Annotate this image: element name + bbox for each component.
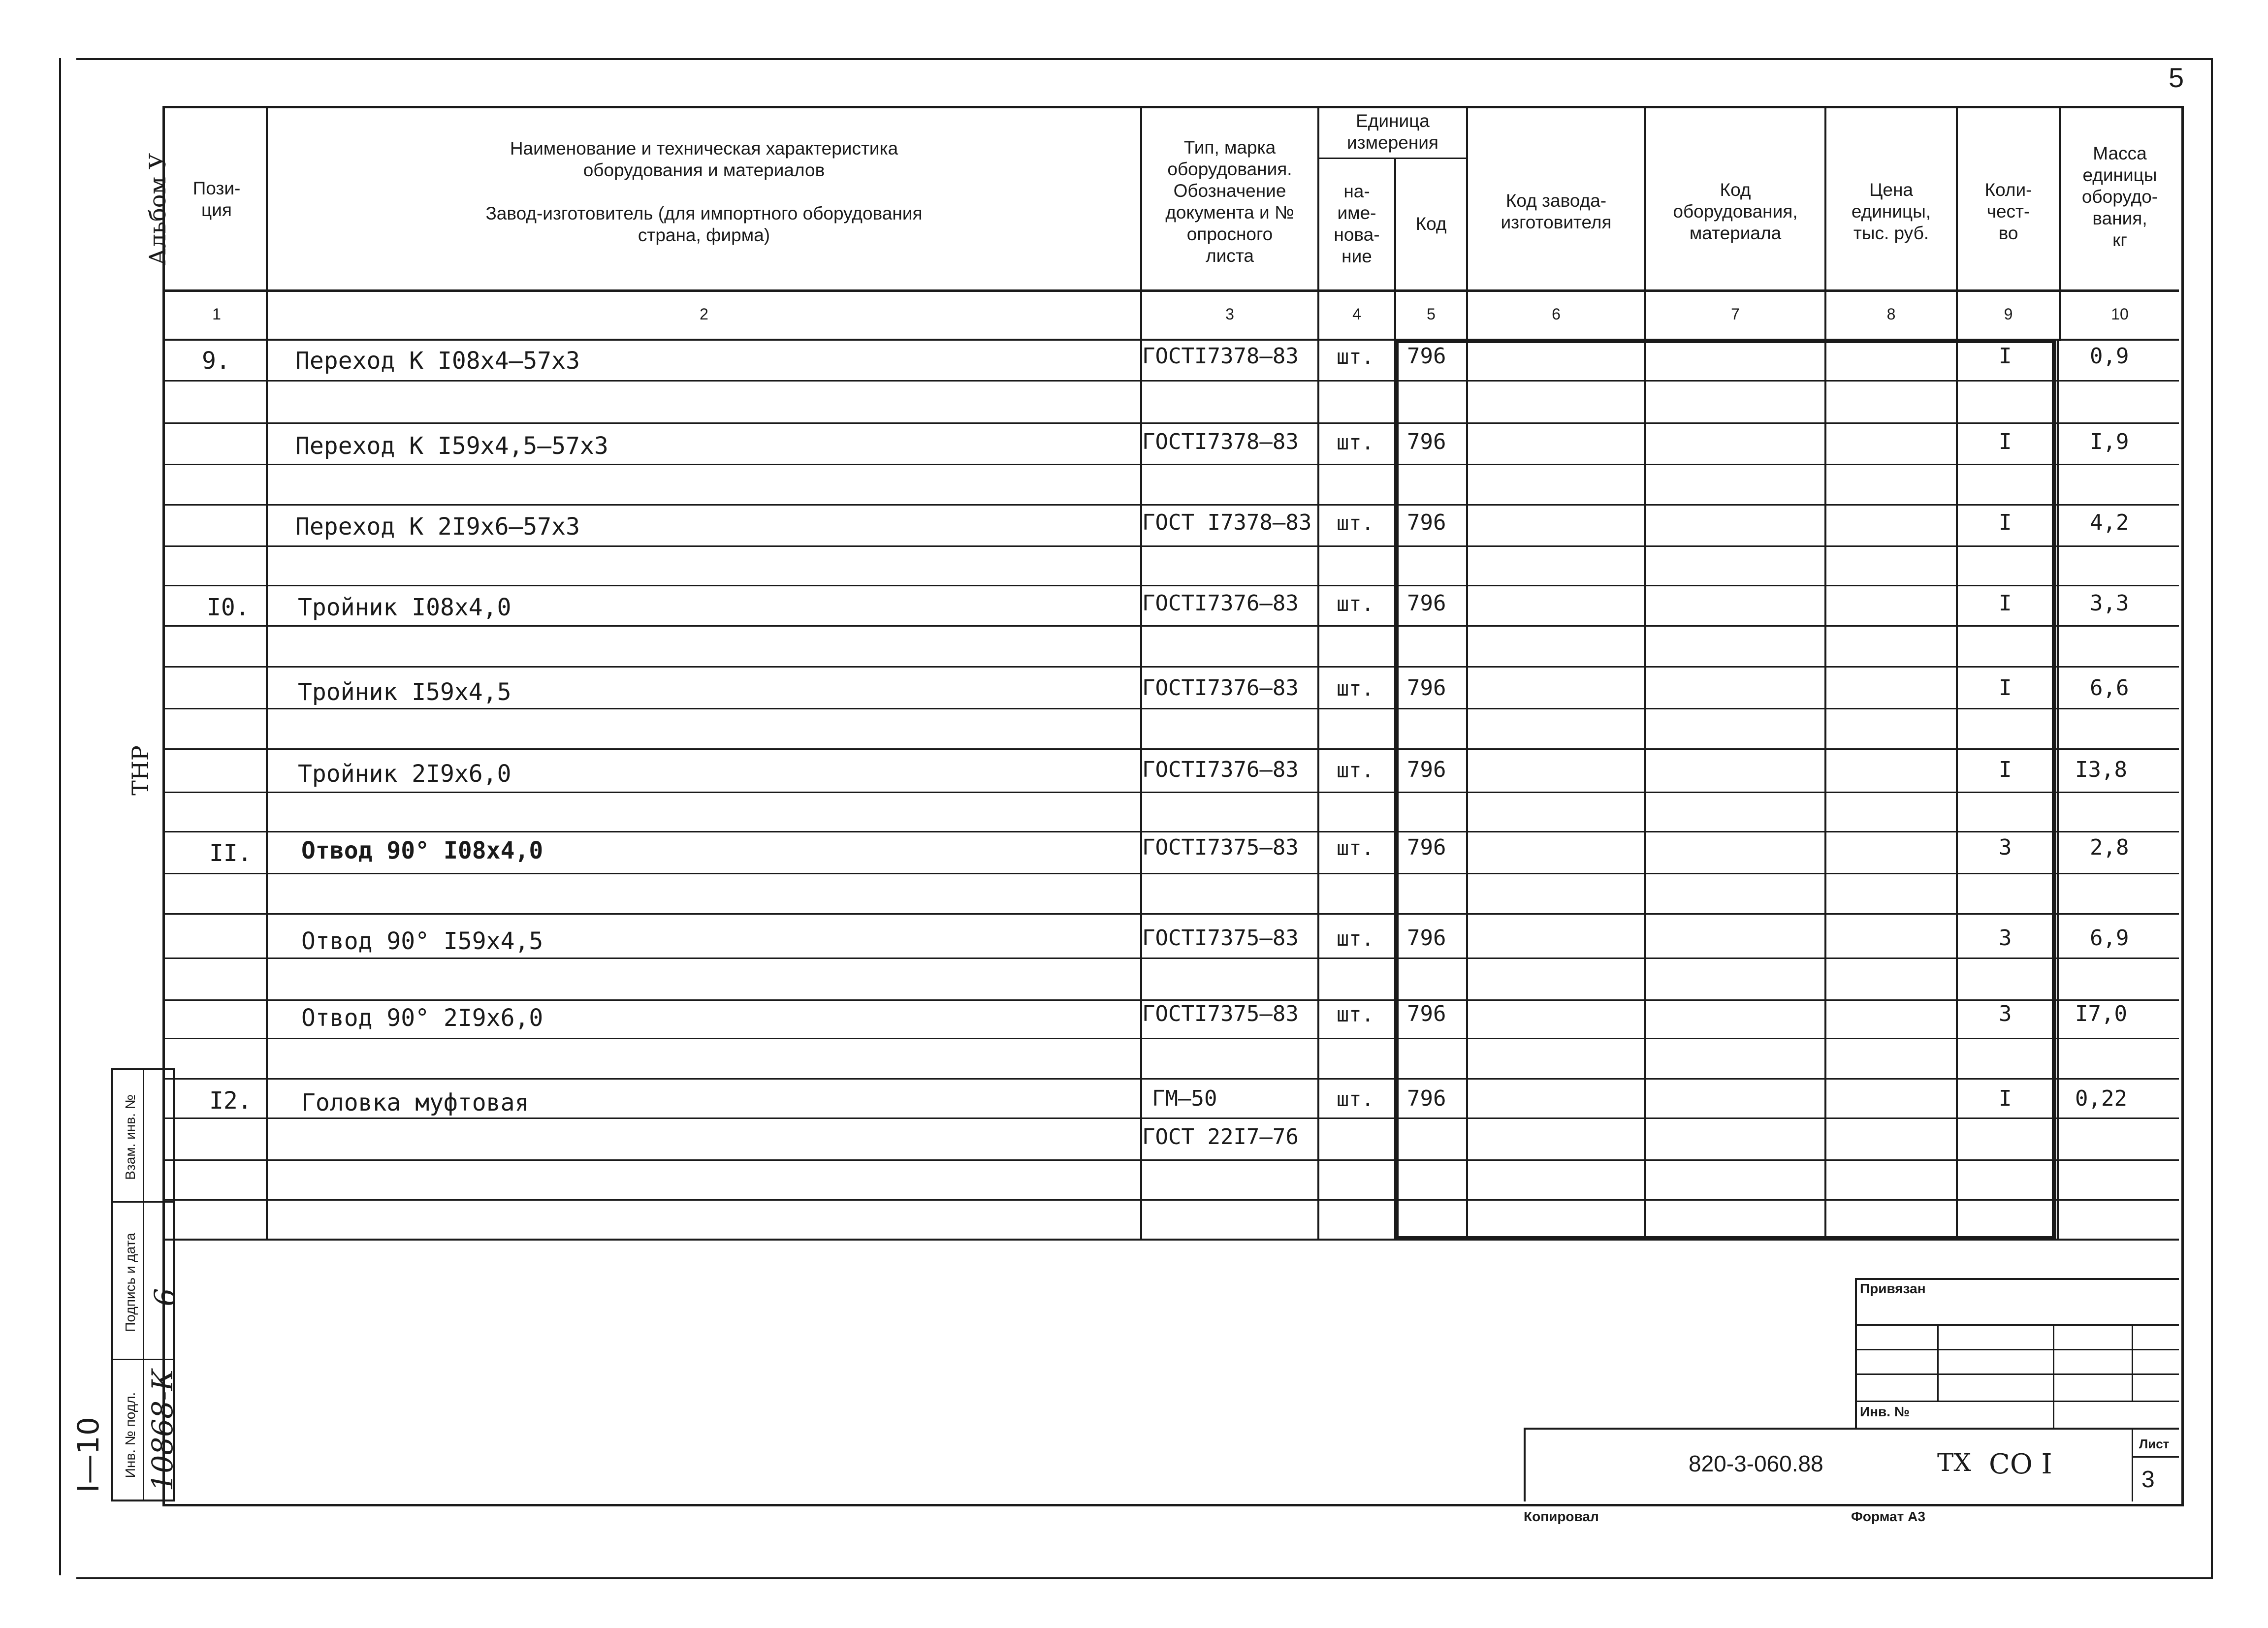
- row-quantity: 3: [1999, 926, 2012, 951]
- row-quantity: I: [1999, 344, 2012, 369]
- header-quantity: Коли- чест- во: [1984, 180, 2032, 243]
- series-label: I—10: [71, 1416, 106, 1493]
- row-unit: шт.: [1337, 758, 1374, 782]
- row-quantity: I: [1999, 591, 2012, 616]
- row-unit: шт.: [1337, 345, 1374, 369]
- row-code: 796: [1407, 344, 1446, 369]
- row-type: ГОСТI7376–83: [1142, 591, 1299, 616]
- row-type: ГОСТ I7378–83: [1142, 510, 1312, 535]
- row-quantity: 3: [1999, 1001, 2012, 1026]
- row-mass: I3,8: [2075, 757, 2127, 782]
- doc-suffix: СО I: [1989, 1448, 2052, 1480]
- col-number: 2: [700, 305, 708, 323]
- row-type: ГОСТI7378–83: [1142, 429, 1299, 454]
- header-unit-mass: Масса единицы оборудо- вания, кг: [2081, 143, 2158, 250]
- row-name: Переход К 2I9х6–57х3: [295, 513, 580, 541]
- row-type: ГМ–50: [1152, 1086, 1217, 1111]
- format-label: Формат А3: [1851, 1509, 1925, 1524]
- col-number: 7: [1731, 305, 1740, 323]
- header-type: Тип, марка оборудования. Обозначение документа и № опросного листа: [1165, 137, 1294, 266]
- left-frame-edge: [59, 58, 61, 1575]
- col-number: 4: [1352, 305, 1361, 323]
- row-type-extra: ГОСТ 22I7–76: [1142, 1124, 1299, 1149]
- row-code: 796: [1407, 510, 1446, 535]
- copied-label: Копировал: [1524, 1509, 1599, 1524]
- col-number: 8: [1886, 305, 1896, 323]
- bound-label: Привязан: [1860, 1281, 1926, 1296]
- row-name: Тройник I59х4,5: [298, 678, 511, 706]
- sheet-label: Лист: [2139, 1436, 2170, 1451]
- row-name: Тройник I08х4,0: [298, 594, 511, 621]
- row-unit: шт.: [1337, 836, 1374, 860]
- signature-mark: 6: [148, 1288, 182, 1307]
- row-name: Отвод 90° I08х4,0: [301, 837, 543, 864]
- row-name: Отвод 90° I59х4,5: [301, 927, 543, 955]
- row-type: ГОСТI7378–83: [1142, 344, 1299, 369]
- row-quantity: 3: [1999, 835, 2012, 860]
- row-unit: шт.: [1337, 676, 1374, 701]
- row-position: II.: [209, 839, 252, 867]
- row-unit: шт.: [1337, 926, 1374, 951]
- row-type: ГОСТI7376–83: [1142, 757, 1299, 782]
- row-quantity: I: [1999, 757, 2012, 782]
- row-quantity: I: [1999, 510, 2012, 535]
- row-unit: шт.: [1337, 430, 1374, 454]
- row-mass: 6,6: [2090, 675, 2129, 701]
- header-unit-code: Код: [1415, 214, 1447, 234]
- row-quantity: I: [1999, 675, 2012, 701]
- album-label: Альбом У: [144, 153, 171, 266]
- inv-number-label: Инв. № подл.: [123, 1392, 138, 1478]
- inv-label: Инв. №: [1860, 1404, 1910, 1419]
- row-code: 796: [1407, 835, 1446, 860]
- row-mass: 0,9: [2090, 344, 2129, 369]
- col-number: 5: [1427, 305, 1436, 323]
- row-name: Переход К I59х4,5–57х3: [295, 432, 608, 460]
- row-mass: I7,0: [2075, 1001, 2127, 1026]
- bold-box: [1394, 339, 2056, 1241]
- col-number: 6: [1552, 305, 1561, 323]
- row-mass: I,9: [2090, 429, 2129, 454]
- header-unit-group: Единица измерения: [1347, 111, 1438, 153]
- stamp-block: [1524, 1428, 2179, 1501]
- row-name: Тройник 2I9х6,0: [298, 760, 511, 788]
- row-mass: 6,9: [2090, 926, 2129, 951]
- replacement-inv-label: Взам. инв. №: [123, 1094, 138, 1180]
- row-unit: шт.: [1337, 1087, 1374, 1111]
- signature-date-label: Подпись и дата: [123, 1233, 138, 1332]
- row-unit: шт.: [1337, 592, 1374, 616]
- row-mass: 2,8: [2090, 835, 2129, 860]
- header-factory-code: Код завода- изготовителя: [1501, 191, 1612, 232]
- inv-number-handwritten: 10868-К: [146, 1369, 179, 1492]
- row-position: 9.: [202, 347, 230, 375]
- row-code: 796: [1407, 675, 1446, 701]
- doc-code: 820-3-060.88: [1689, 1451, 1823, 1476]
- thp-label: ТНР: [127, 745, 154, 796]
- row-unit: шт.: [1337, 1002, 1374, 1026]
- row-code: 796: [1407, 757, 1446, 782]
- row-name: Отвод 90° 2I9х6,0: [301, 1004, 543, 1032]
- header-name: Наименование и техническая характеристика оборудования и материалов Завод-изготовитель (для импортного оборудования страна, фирма): [485, 138, 923, 245]
- page-number: 5: [2169, 62, 2184, 93]
- row-quantity: I: [1999, 1086, 2012, 1111]
- row-type: ГОСТI7375–83: [1142, 926, 1299, 951]
- row-name: Головка муфтовая: [301, 1089, 529, 1117]
- header-unit-price: Цена единицы, тыс. руб.: [1851, 180, 1931, 243]
- header-unit-name: на- име- нова- ние: [1334, 181, 1380, 266]
- row-code: 796: [1407, 1086, 1446, 1111]
- col-number: 9: [2004, 305, 2013, 323]
- row-code: 796: [1407, 1001, 1446, 1026]
- row-name: Переход К I08х4–57х3: [295, 347, 580, 375]
- row-type: ГОСТI7375–83: [1142, 1001, 1299, 1026]
- row-unit: шт.: [1337, 511, 1374, 535]
- row-code: 796: [1407, 429, 1446, 454]
- doc-mark: ТХ: [1937, 1448, 1971, 1477]
- row-position: I2.: [209, 1087, 252, 1115]
- row-mass: 4,2: [2090, 510, 2129, 535]
- sheet-number: 3: [2141, 1467, 2155, 1493]
- row-position: I0.: [207, 594, 250, 621]
- col-number: 3: [1225, 305, 1234, 323]
- row-code: 796: [1407, 926, 1446, 951]
- row-mass: 3,3: [2090, 591, 2129, 616]
- header-position: Пози- ция: [192, 178, 241, 220]
- row-mass: 0,22: [2075, 1086, 2127, 1111]
- col-number: 10: [2111, 305, 2129, 323]
- row-type: ГОСТI7376–83: [1142, 675, 1299, 701]
- header-equipment-code: Код оборудования, материала: [1673, 180, 1798, 243]
- row-quantity: I: [1999, 429, 2012, 454]
- row-code: 796: [1407, 591, 1446, 616]
- col-number: 1: [212, 305, 221, 323]
- row-type: ГОСТI7375–83: [1142, 835, 1299, 860]
